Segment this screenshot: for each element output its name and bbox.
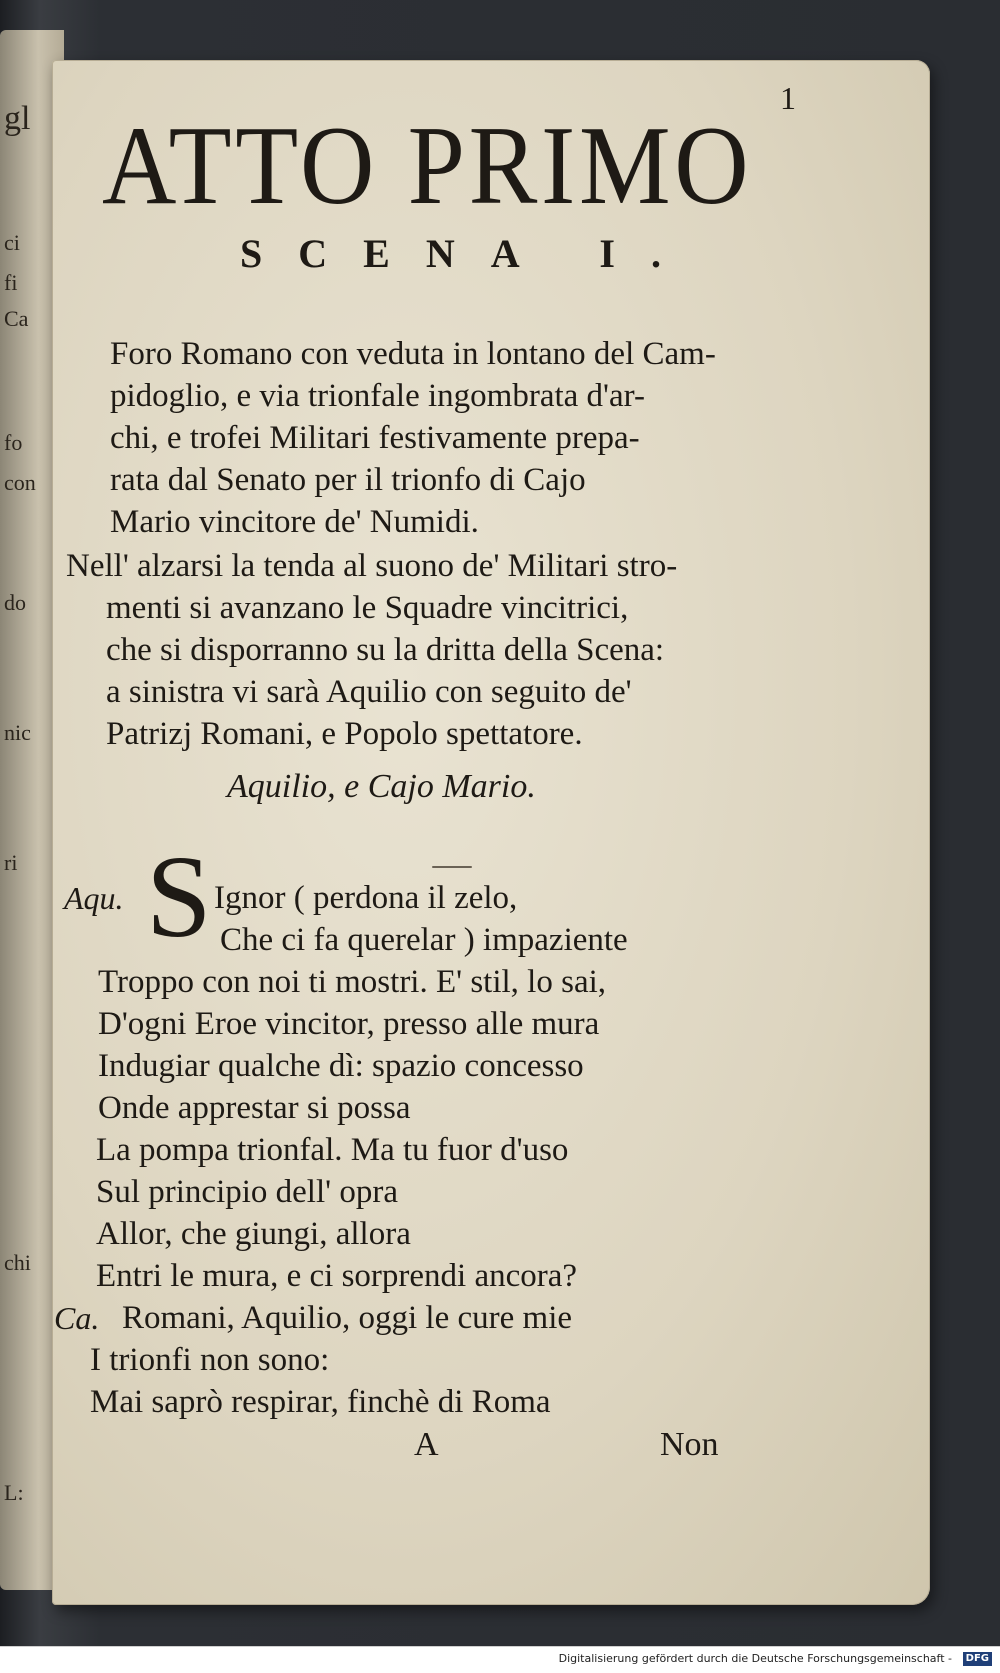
drop-cap: S bbox=[146, 831, 212, 962]
stage-direction-line: pidoglio, e via trionfale ingombrata d'ar- bbox=[110, 378, 645, 414]
catchword: Non bbox=[660, 1426, 719, 1463]
prev-page-fragment: ri bbox=[4, 850, 18, 875]
prev-page-fragment: fo bbox=[4, 430, 23, 455]
prev-page-fragment: gl bbox=[4, 100, 31, 137]
ornamental-rule bbox=[432, 866, 472, 868]
stage-direction-line: Foro Romano con veduta in lontano del Cam- bbox=[110, 336, 716, 372]
characters-line: Aquilio, e Cajo Mario. bbox=[227, 768, 536, 805]
act-title: ATTO PRIMO bbox=[102, 104, 753, 228]
stage-direction-line: che si disporranno su la dritta della Scena: bbox=[106, 632, 665, 668]
dialogue-line: Romani, Aquilio, oggi le cure mie bbox=[122, 1300, 573, 1336]
dialogue-line: Mai saprò respirar, finchè di Roma bbox=[90, 1384, 551, 1420]
prev-page-fragment: fi bbox=[4, 270, 18, 295]
dialogue-line: Allor, che giungi, allora bbox=[96, 1216, 411, 1252]
dialogue-line: Sul principio dell' opra bbox=[96, 1174, 398, 1210]
stage-direction-line: chi, e trofei Militari festivamente prepa- bbox=[110, 420, 640, 456]
dialogue-line: Onde apprestar si possa bbox=[98, 1090, 411, 1126]
page-number: 1 bbox=[780, 80, 796, 116]
prev-page-fragment: nic bbox=[4, 720, 31, 745]
dialogue-line: La pompa trionfal. Ma tu fuor d'uso bbox=[96, 1132, 569, 1168]
footer-credit: Digitalisierung gefördert durch die Deutsche Forschungsgemeinschaft - bbox=[558, 1652, 952, 1665]
signature-mark: A bbox=[414, 1426, 439, 1463]
prev-page-fragment: Ca bbox=[4, 306, 29, 331]
prev-page-fragment: L: bbox=[4, 1480, 24, 1505]
prev-page-fragment: chi bbox=[4, 1250, 31, 1275]
dialogue-line: Troppo con noi ti mostri. E' stil, lo sai, bbox=[98, 964, 607, 1000]
stage-direction-line: rata dal Senato per il trionfo di Cajo bbox=[110, 462, 586, 498]
speaker-cajo: Ca. bbox=[54, 1300, 100, 1336]
dialogue-line: Ignor ( perdona il zelo, bbox=[214, 880, 518, 916]
speaker-aquilio: Aqu. bbox=[64, 880, 124, 916]
stage-direction-line: menti si avanzano le Squadre vincitrici, bbox=[106, 590, 629, 626]
dialogue-line: Indugiar qualche dì: spazio concesso bbox=[98, 1048, 584, 1084]
stage-direction-line: Nell' alzarsi la tenda al suono de' Militari stro- bbox=[66, 548, 678, 584]
dialogue-line: I trionfi non sono: bbox=[90, 1342, 330, 1378]
dialogue-line: Entri le mura, e ci sorprendi ancora? bbox=[96, 1258, 578, 1294]
dialogue-line: D'ogni Eroe vincitor, presso alle mura bbox=[98, 1006, 600, 1042]
prev-page-fragment: ci bbox=[4, 230, 20, 255]
dialogue-line: Che ci fa querelar ) impaziente bbox=[220, 922, 628, 958]
stage-direction-line: Mario vincitore de' Numidi. bbox=[110, 504, 479, 540]
stage-direction-line: Patrizj Romani, e Popolo spettatore. bbox=[106, 716, 583, 752]
stage-direction-line: a sinistra vi sarà Aquilio con seguito de' bbox=[106, 674, 632, 710]
book-page bbox=[52, 60, 930, 1605]
scene-heading: SCENA I. bbox=[240, 231, 697, 276]
prev-page-fragment: do bbox=[4, 590, 26, 615]
dfg-logo: DFG bbox=[963, 1652, 992, 1666]
prev-page-fragment: con bbox=[4, 470, 36, 495]
digitization-footer bbox=[0, 1646, 1000, 1673]
